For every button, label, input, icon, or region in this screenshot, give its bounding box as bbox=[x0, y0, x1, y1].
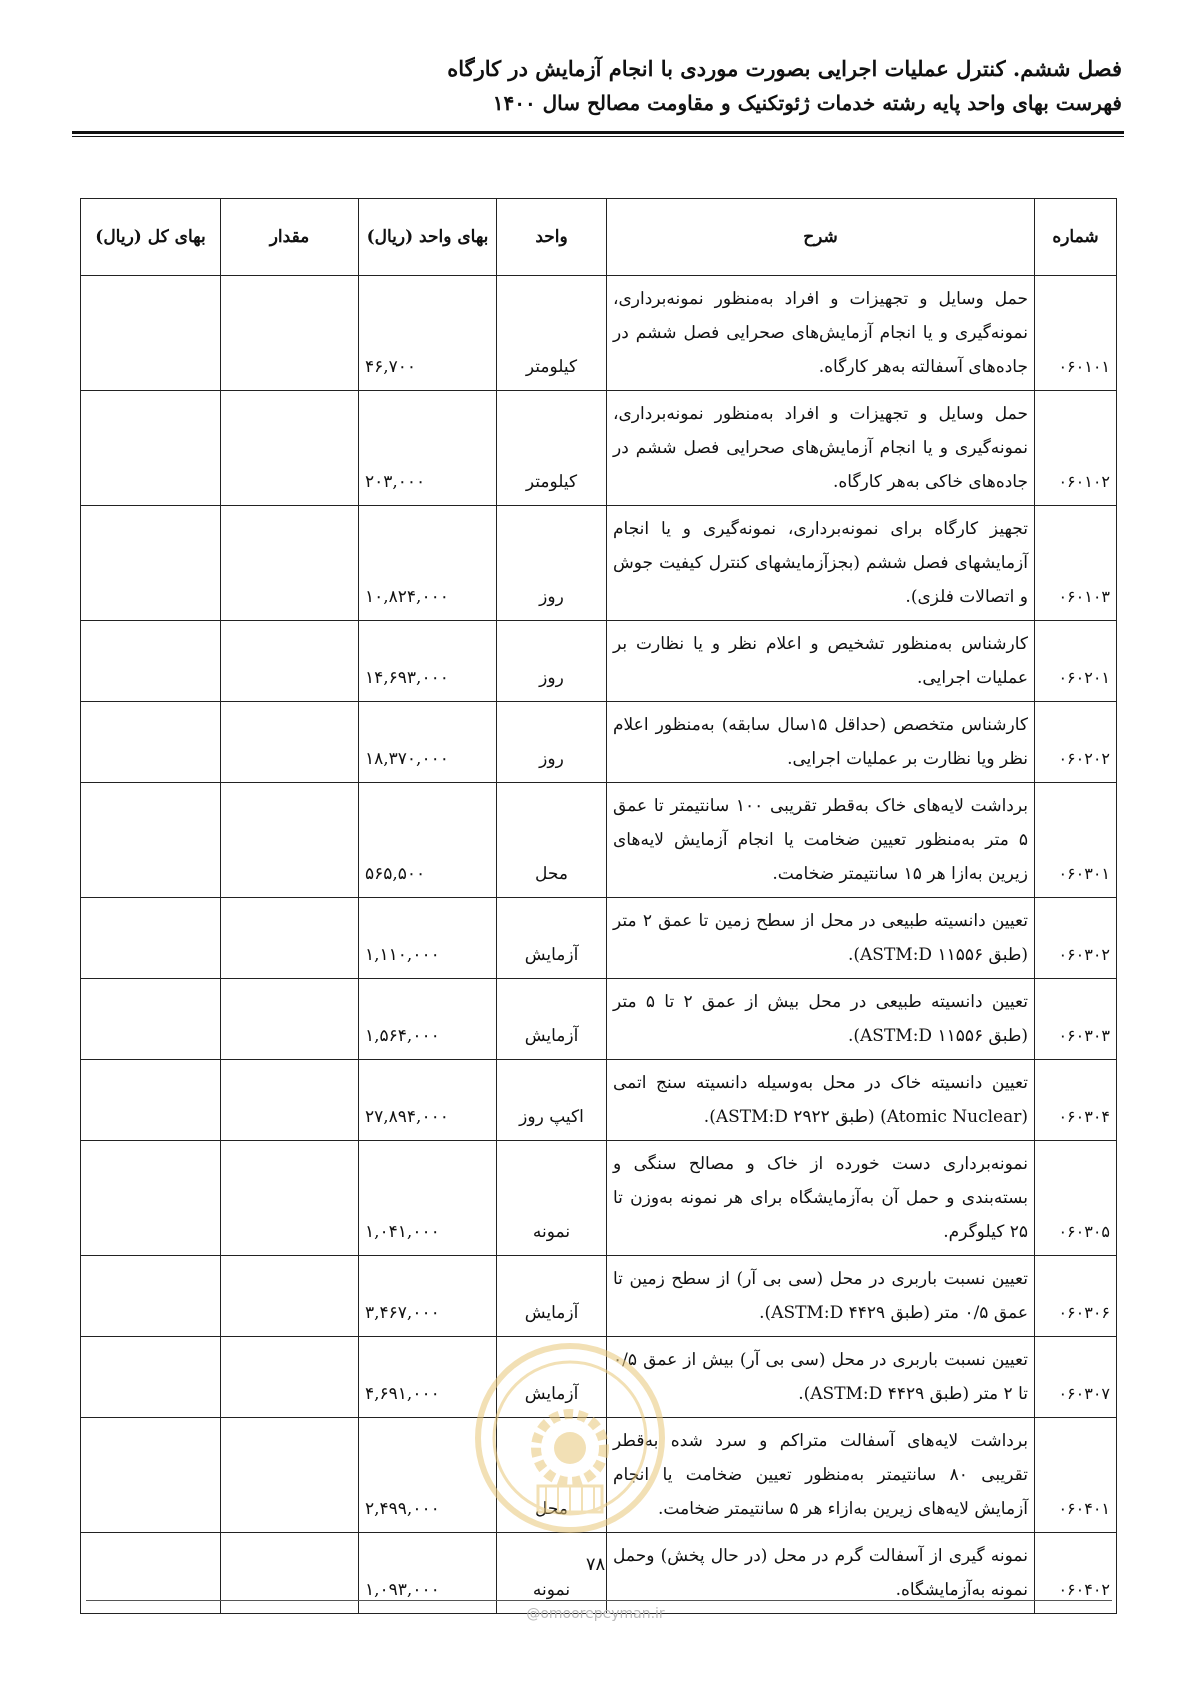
item-total-price bbox=[81, 276, 221, 391]
item-code: ۰۶۰۳۰۱ bbox=[1035, 783, 1117, 898]
item-quantity bbox=[221, 1337, 359, 1418]
item-unit: اکیپ روز bbox=[497, 1060, 607, 1141]
table-row bbox=[81, 276, 1117, 391]
item-unit-price: ۴,۶۹۱,۰۰۰ bbox=[359, 1337, 497, 1418]
price-list-table bbox=[80, 198, 1117, 1614]
item-description: تعیین دانسیته خاک در محل به‌وسیله دانسیته سنج اتمی (Atomic Nuclear) (طبق ASTM:D ۲۹۲۲). bbox=[607, 1060, 1035, 1141]
footer-rule bbox=[86, 1600, 1112, 1601]
item-unit: آزمایش bbox=[497, 979, 607, 1060]
item-quantity bbox=[221, 1141, 359, 1256]
item-unit-price: ۱,۰۴۱,۰۰۰ bbox=[359, 1141, 497, 1256]
item-description: کارشناس متخصص (حداقل ۱۵سال سابقه) به‌منظور اعلام نظر ویا نظارت بر عملیات اجرایی. bbox=[607, 702, 1035, 783]
item-description: برداشت لایه‌های آسفالت متراکم و سرد شده به‌قطر تقریبی ۸۰ سانتیمتر به‌منظور تعیین ضخامت یا انجام آزمایش لایه‌های زیرین به‌ازاء هر ۵ سانتیمتر ضخامت. bbox=[607, 1418, 1035, 1533]
table-row bbox=[81, 1256, 1117, 1337]
item-total-price bbox=[81, 1418, 221, 1533]
item-unit-price: ۱,۰۹۳,۰۰۰ bbox=[359, 1533, 497, 1614]
item-description: نمونه گیری از آسفالت گرم در محل (در حال پخش) وحمل نمونه به‌آزمایشگاه. bbox=[607, 1533, 1035, 1614]
item-unit-price: ۲۷,۸۹۴,۰۰۰ bbox=[359, 1060, 497, 1141]
table-header-row bbox=[81, 199, 1117, 276]
item-unit: آزمایش bbox=[497, 898, 607, 979]
item-unit: محل bbox=[497, 783, 607, 898]
header-unit-price: بهای واحد (ریال) bbox=[359, 199, 497, 276]
item-code: ۰۶۰۲۰۲ bbox=[1035, 702, 1117, 783]
table-row bbox=[81, 1141, 1117, 1256]
table-row bbox=[81, 979, 1117, 1060]
header-rule-thick bbox=[72, 131, 1124, 134]
item-unit: نمونه bbox=[497, 1141, 607, 1256]
item-description: تعیین دانسیته طبیعی در محل بیش از عمق ۲ تا ۵ متر (طبق ASTM:D ۱۱۵۵۶). bbox=[607, 979, 1035, 1060]
item-quantity bbox=[221, 702, 359, 783]
chapter-title: فصل ششم. کنترل عملیات اجرایی بصورت موردی با انجام آزمایش در کارگاه bbox=[447, 56, 1122, 81]
item-total-price bbox=[81, 1337, 221, 1418]
item-quantity bbox=[221, 1060, 359, 1141]
table-row bbox=[81, 506, 1117, 621]
item-unit-price: ۵۶۵,۵۰۰ bbox=[359, 783, 497, 898]
item-description: نمونه‌برداری دست خورده از خاک و مصالح سنگی و بسته‌بندی و حمل آن به‌آزمایشگاه برای هر نمونه به‌وزن تا ۲۵ کیلوگرم. bbox=[607, 1141, 1035, 1256]
item-unit-price: ۱۸,۳۷۰,۰۰۰ bbox=[359, 702, 497, 783]
item-code: ۰۶۰۳۰۲ bbox=[1035, 898, 1117, 979]
header-quantity: مقدار bbox=[221, 199, 359, 276]
item-total-price bbox=[81, 391, 221, 506]
table-row bbox=[81, 898, 1117, 979]
item-code: ۰۶۰۲۰۱ bbox=[1035, 621, 1117, 702]
item-unit: آزمایش bbox=[497, 1256, 607, 1337]
page-header bbox=[72, 52, 1122, 120]
item-unit: روز bbox=[497, 506, 607, 621]
item-description: تعیین دانسیته طبیعی در محل از سطح زمین تا عمق ۲ متر (طبق ASTM:D ۱۱۵۵۶). bbox=[607, 898, 1035, 979]
item-code: ۰۶۰۳۰۶ bbox=[1035, 1256, 1117, 1337]
item-unit-price: ۱,۵۶۴,۰۰۰ bbox=[359, 979, 497, 1060]
table-row bbox=[81, 1418, 1117, 1533]
item-code: ۰۶۰۱۰۳ bbox=[1035, 506, 1117, 621]
item-quantity bbox=[221, 898, 359, 979]
item-total-price bbox=[81, 702, 221, 783]
item-code: ۰۶۰۱۰۲ bbox=[1035, 391, 1117, 506]
item-description: تعیین نسبت باربری در محل (سی بی آر) از سطح زمین تا عمق ۰/۵ متر (طبق ASTM:D ۴۴۲۹). bbox=[607, 1256, 1035, 1337]
item-quantity bbox=[221, 621, 359, 702]
item-quantity bbox=[221, 391, 359, 506]
item-unit: آزمایش bbox=[497, 1337, 607, 1418]
item-total-price bbox=[81, 898, 221, 979]
item-unit: کیلومتر bbox=[497, 276, 607, 391]
item-unit: نمونه bbox=[497, 1533, 607, 1614]
table-row bbox=[81, 1060, 1117, 1141]
item-description: برداشت لایه‌های خاک به‌قطر تقریبی ۱۰۰ سانتیمتر تا عمق ۵ متر به‌منظور تعیین ضخامت یا انجام آزمایش لایه‌های زیرین به‌ازا هر ۱۵ سانتیمتر ضخامت. bbox=[607, 783, 1035, 898]
header-rule-thin bbox=[72, 136, 1124, 137]
header-description: شرح bbox=[607, 199, 1035, 276]
item-total-price bbox=[81, 1256, 221, 1337]
table-row bbox=[81, 391, 1117, 506]
item-unit-price: ۲,۴۹۹,۰۰۰ bbox=[359, 1418, 497, 1533]
header-code: شماره bbox=[1035, 199, 1117, 276]
item-code: ۰۶۰۴۰۱ bbox=[1035, 1418, 1117, 1533]
item-unit-price: ۱,۱۱۰,۰۰۰ bbox=[359, 898, 497, 979]
item-description: کارشناس به‌منظور تشخیص و اعلام نظر و یا نظارت بر عملیات اجرایی. bbox=[607, 621, 1035, 702]
item-code: ۰۶۰۳۰۵ bbox=[1035, 1141, 1117, 1256]
item-description: تعیین نسبت باربری در محل (سی بی آر) بیش از عمق ۰/۵ تا ۲ متر (طبق ASTM:D ۴۴۲۹). bbox=[607, 1337, 1035, 1418]
item-unit-price: ۱۴,۶۹۳,۰۰۰ bbox=[359, 621, 497, 702]
header-total-price: بهای کل (ریال) bbox=[81, 199, 221, 276]
item-description: حمل وسایل و تجهیزات و افراد به‌منظور نمونه‌برداری، نمونه‌گیری و یا انجام آزمایش‌های صحرایی فصل ششم در جاده‌های آسفالته به‌هر کارگاه. bbox=[607, 276, 1035, 391]
website-watermark: @omoorepeyman.ir bbox=[526, 1606, 665, 1622]
item-quantity bbox=[221, 506, 359, 621]
item-unit-price: ۱۰,۸۲۴,۰۰۰ bbox=[359, 506, 497, 621]
item-quantity bbox=[221, 1256, 359, 1337]
item-code: ۰۶۰۳۰۳ bbox=[1035, 979, 1117, 1060]
item-total-price bbox=[81, 621, 221, 702]
document-title: فهرست بهای واحد پایه رشته خدمات ژئوتکنیک و مقاومت مصالح سال ۱۴۰۰ bbox=[492, 91, 1122, 115]
item-quantity bbox=[221, 1418, 359, 1533]
table-row bbox=[81, 702, 1117, 783]
table-row bbox=[81, 621, 1117, 702]
item-code: ۰۶۰۴۰۲ bbox=[1035, 1533, 1117, 1614]
item-total-price bbox=[81, 1141, 221, 1256]
item-quantity bbox=[221, 276, 359, 391]
item-code: ۰۶۰۱۰۱ bbox=[1035, 276, 1117, 391]
item-total-price bbox=[81, 783, 221, 898]
item-description: حمل وسایل و تجهیزات و افراد به‌منظور نمونه‌برداری، نمونه‌گیری و یا انجام آزمایش‌های صحرایی فصل ششم در جاده‌های خاکی به‌هر کارگاه. bbox=[607, 391, 1035, 506]
item-quantity bbox=[221, 783, 359, 898]
item-unit: روز bbox=[497, 621, 607, 702]
item-total-price bbox=[81, 1060, 221, 1141]
item-total-price bbox=[81, 979, 221, 1060]
item-unit-price: ۳,۴۶۷,۰۰۰ bbox=[359, 1256, 497, 1337]
item-code: ۰۶۰۳۰۴ bbox=[1035, 1060, 1117, 1141]
item-description: تجهیز کارگاه برای نمونه‌برداری، نمونه‌گیری و یا انجام آزمایشهای فصل ششم (بجزآزمایشهای کنترل کیفیت جوش و اتصالات فلزی). bbox=[607, 506, 1035, 621]
item-quantity bbox=[221, 979, 359, 1060]
page-number: ۷۸ bbox=[585, 1554, 606, 1575]
header-unit: واحد bbox=[497, 199, 607, 276]
item-unit: روز bbox=[497, 702, 607, 783]
item-unit-price: ۲۰۳,۰۰۰ bbox=[359, 391, 497, 506]
table-row bbox=[81, 783, 1117, 898]
table-row bbox=[81, 1337, 1117, 1418]
item-unit: کیلومتر bbox=[497, 391, 607, 506]
item-total-price bbox=[81, 506, 221, 621]
item-unit-price: ۴۶,۷۰۰ bbox=[359, 276, 497, 391]
item-code: ۰۶۰۳۰۷ bbox=[1035, 1337, 1117, 1418]
item-unit: محل bbox=[497, 1418, 607, 1533]
